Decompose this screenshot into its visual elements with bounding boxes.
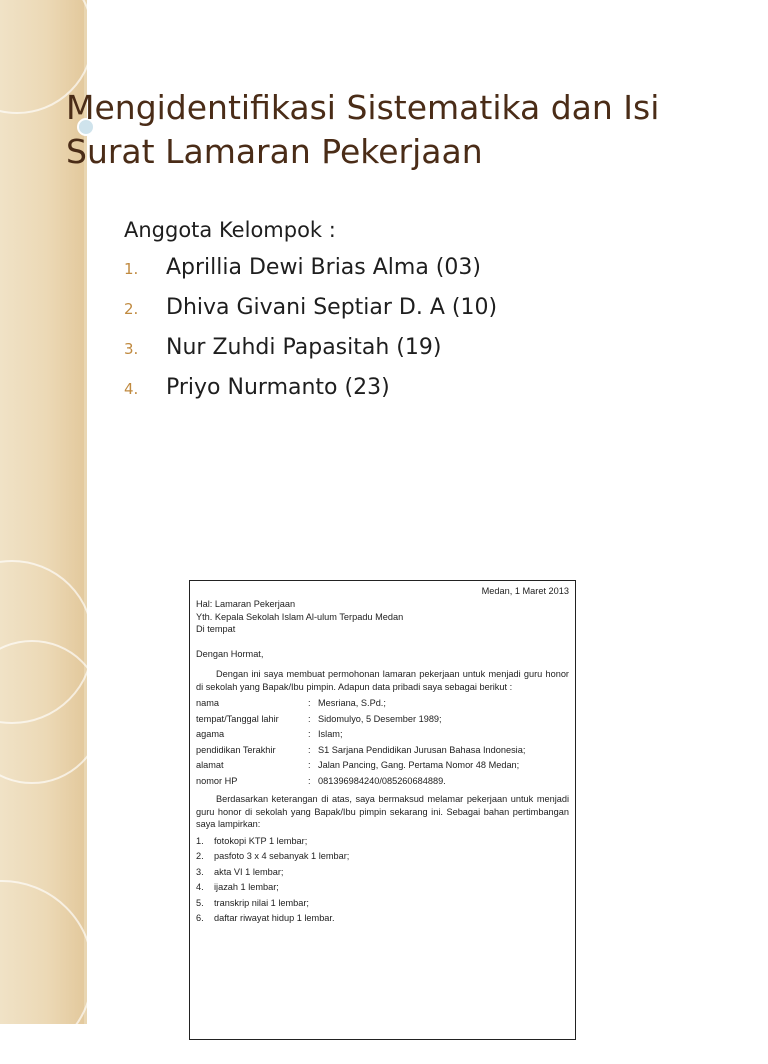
title-line-1: Mengidentifikasi Sistematika dan Isi bbox=[66, 88, 660, 127]
letter-subject: Hal: Lamaran Pekerjaan bbox=[196, 599, 296, 609]
list-item bbox=[124, 288, 724, 328]
field-value: Jalan Pancing, Gang. Pertama Nomor 48 Medan; bbox=[318, 760, 520, 770]
members-intro: Anggota Kelompok : bbox=[124, 218, 336, 242]
letter-image bbox=[189, 580, 576, 1040]
list-item-number: 3. bbox=[124, 340, 139, 358]
field-label: pendidikan Terakhir bbox=[196, 744, 276, 755]
attachment-item: 6. daftar riwayat hidup 1 lembar. bbox=[196, 913, 335, 923]
attachment-item: 4. ijazah 1 lembar; bbox=[196, 882, 279, 892]
field-value: Islam; bbox=[318, 729, 343, 739]
page-title bbox=[66, 86, 746, 174]
list-item-number: 2. bbox=[124, 300, 139, 318]
letter-field: tempat/Tanggal lahir : Sidomulyo, 5 Desember 1989; bbox=[196, 713, 442, 724]
letter-field: nama : Mesriana, S.Pd.; bbox=[196, 698, 386, 708]
field-label: alamat bbox=[196, 760, 224, 770]
field-value: Mesriana, S.Pd.; bbox=[318, 698, 386, 708]
member-name: Dhiva Givani Septiar D. A (10) bbox=[166, 295, 498, 320]
list-item bbox=[124, 328, 724, 368]
letter-salutation: Dengan Hormat, bbox=[196, 648, 264, 659]
field-label: nama bbox=[196, 698, 219, 708]
letter-field: alamat : Jalan Pancing, Gang. Pertama Nomor 48 Medan; bbox=[196, 760, 520, 770]
field-value: S1 Sarjana Pendidikan Jurusan Bahasa Indonesia; bbox=[318, 744, 526, 755]
letter-paragraph: Dengan ini saya membuat permohonan lamaran pekerjaan untuk menjadi guru honor di sekolah yang Bapak/Ibu pimpin. Adapun data pribadi saya sebagai berikut : bbox=[196, 669, 569, 692]
letter-paragraph: Berdasarkan keterangan di atas, saya bermaksud melamar pekerjaan untuk menjadi guru honor di sekolah yang Bapak/Ibu pimpin sekarang ini. Sebagai bahan pertimbangan saya lampirkan: bbox=[196, 794, 569, 829]
field-label: tempat/Tanggal lahir bbox=[196, 713, 279, 724]
letter-place: Di tempat bbox=[196, 624, 236, 634]
title-line-2: Surat Lamaran Pekerjaan bbox=[66, 132, 483, 171]
member-name: Aprillia Dewi Brias Alma (03) bbox=[166, 255, 481, 280]
list-item-number: 1. bbox=[124, 260, 139, 278]
field-value: Sidomulyo, 5 Desember 1989; bbox=[318, 713, 442, 724]
letter-field: nomor HP : 081396984240/085260684889. bbox=[196, 775, 446, 786]
field-label: agama bbox=[196, 729, 225, 739]
attachment-item: 1. fotokopi KTP 1 lembar; bbox=[196, 835, 308, 846]
field-value: 081396984240/085260684889. bbox=[318, 775, 446, 786]
attachment-item: 5. transkrip nilai 1 lembar; bbox=[196, 897, 309, 908]
attachment-item: 2. pasfoto 3 x 4 sebanyak 1 lembar; bbox=[196, 851, 350, 861]
field-label: nomor HP bbox=[196, 775, 238, 786]
member-name: Priyo Nurmanto (23) bbox=[166, 375, 390, 400]
letter-recipient: Yth. Kepala Sekolah Islam Al-ulum Terpadu Medan bbox=[196, 611, 404, 622]
letter-field: pendidikan Terakhir : S1 Sarjana Pendidikan Jurusan Bahasa Indonesia; bbox=[196, 744, 526, 755]
member-list bbox=[124, 212, 724, 408]
letter-date: Medan, 1 Maret 2013 bbox=[481, 586, 569, 596]
list-item bbox=[124, 368, 724, 408]
list-item bbox=[124, 248, 724, 288]
attachment-item: 3. akta VI 1 lembar; bbox=[196, 866, 284, 877]
letter-field: agama : Islam; bbox=[196, 729, 343, 739]
list-item-number: 4. bbox=[124, 380, 139, 398]
member-name: Nur Zuhdi Papasitah (19) bbox=[166, 335, 442, 360]
